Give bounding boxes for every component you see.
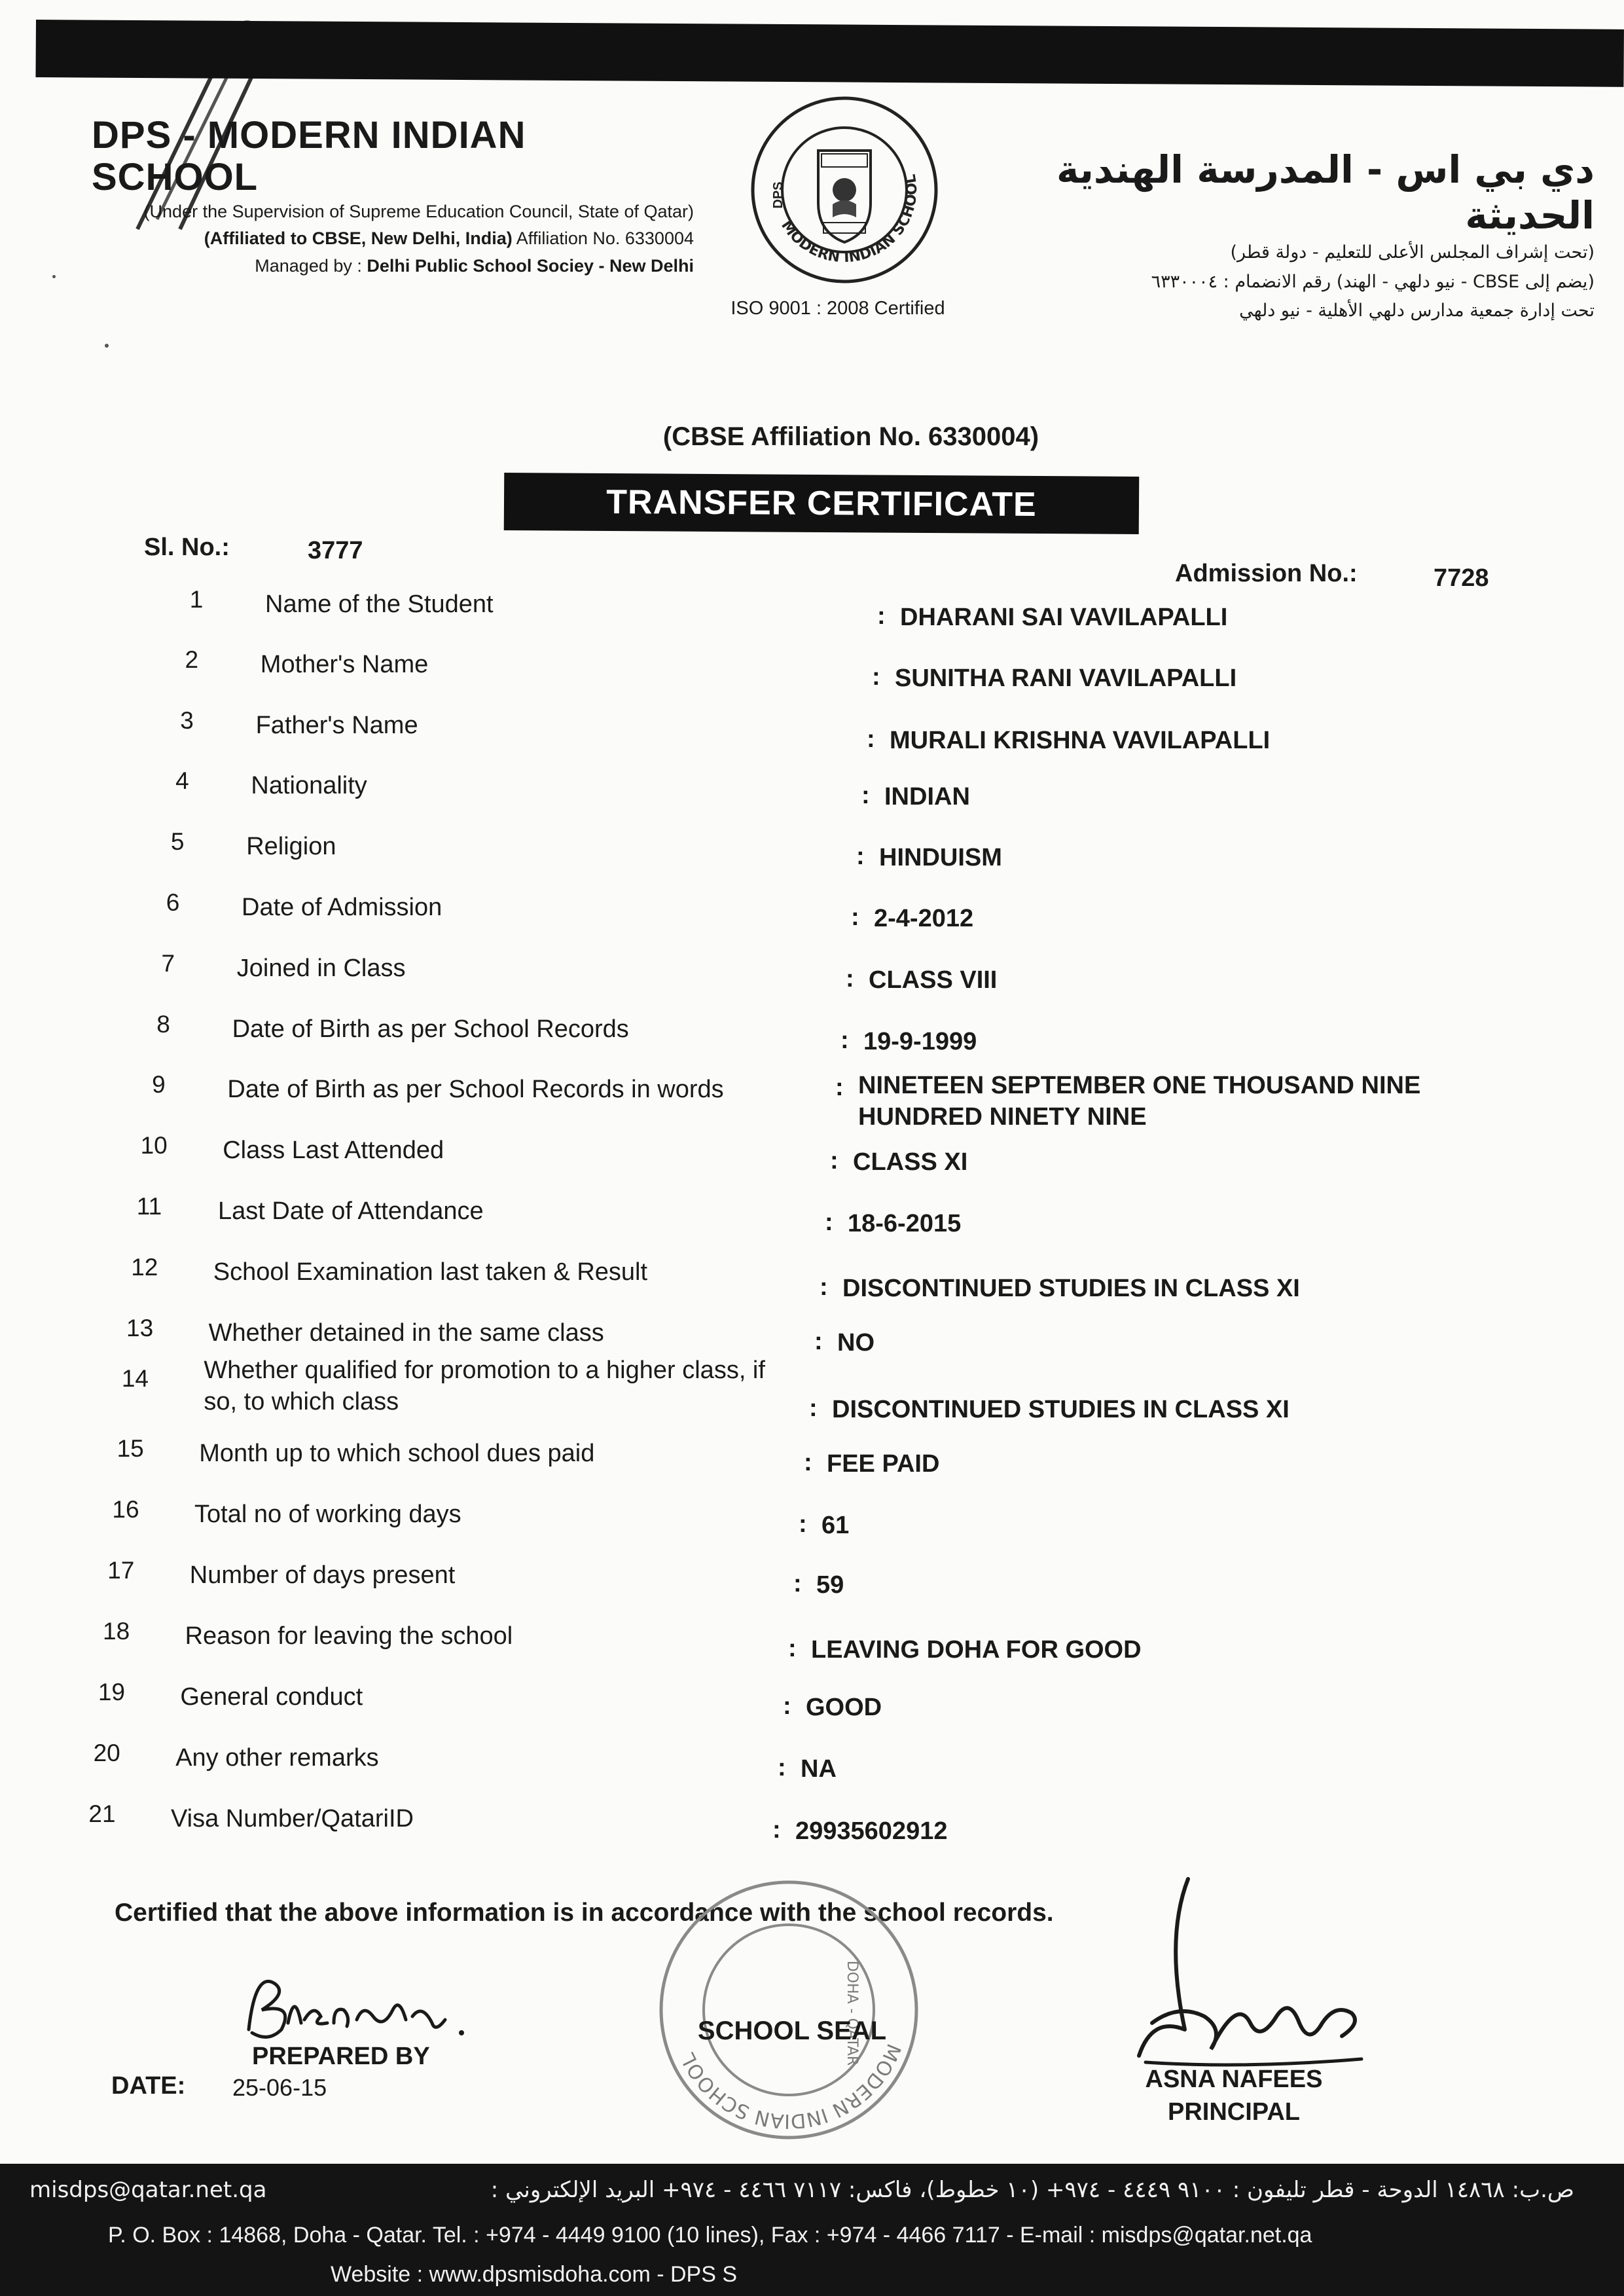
field-number: 2 xyxy=(185,646,199,673)
principal-signature xyxy=(1126,1872,1375,2082)
field-number: 16 xyxy=(112,1496,139,1523)
field-value: LEAVING DOHA FOR GOOD xyxy=(811,1636,1142,1664)
field-number: 3 xyxy=(180,707,194,734)
field-label: Name of the Student xyxy=(265,591,494,618)
supervision-line: (Under the Supervision of Supreme Education Council, State of Qatar) xyxy=(143,201,694,221)
field-label: Whether qualified for promotion to a higher class, if so, to which class xyxy=(204,1357,765,1415)
field-colon: : xyxy=(861,782,870,809)
issue-date: 25-06-15 xyxy=(232,2074,327,2101)
field-number: 17 xyxy=(107,1557,135,1584)
field-label: Joined in Class xyxy=(236,955,406,982)
field-number: 6 xyxy=(166,889,180,916)
logo-ring-text: MODERN INDIAN SCHOOL xyxy=(778,173,921,266)
field-label: Month up to which school dues paid xyxy=(199,1440,595,1467)
serial-number: 3777 xyxy=(308,537,363,564)
footer-email[interactable]: misdps@qatar.net.qa xyxy=(29,2177,267,2203)
field-colon: : xyxy=(778,1754,786,1781)
field-value: DISCONTINUED STUDIES IN CLASS XI xyxy=(842,1275,1300,1302)
certificate-title: TRANSFER CERTIFICATE xyxy=(504,473,1140,534)
field-value: FEE PAID xyxy=(827,1450,940,1478)
field-label: Total no of working days xyxy=(194,1501,461,1528)
field-colon: : xyxy=(851,903,859,931)
school-name: DPS - MODERN INDIAN SCHOOL xyxy=(92,114,526,198)
affiliation-number: Affiliation No. 6330004 xyxy=(516,228,694,249)
field-colon: : xyxy=(840,1027,849,1054)
arabic-affiliation-line: (يضم إلى CBSE - نيو دلهي - الهند) رقم الانضمام : ٦٣٣٠٠٠٤ xyxy=(1151,271,1595,292)
field-label: School Examination last taken & Result xyxy=(213,1258,648,1286)
prepared-by-label: PREPARED BY xyxy=(252,2043,430,2070)
field-number: 20 xyxy=(93,1740,120,1766)
field-label: Whether detained in the same class xyxy=(208,1319,604,1347)
field-value: 19-9-1999 xyxy=(863,1028,977,1055)
arabic-school-name: دي بي اس - المدرسة الهندية الحديثة xyxy=(1056,147,1595,238)
admission-number-label: Admission No.: xyxy=(1175,560,1358,587)
field-value: NINETEEN SEPTEMBER ONE THOUSAND NINE HUNDRED NINETY NINE xyxy=(858,1072,1421,1131)
field-colon: : xyxy=(830,1147,839,1175)
field-colon: : xyxy=(809,1394,818,1422)
arabic-supervision-line: (تحت إشراف المجلس الأعلى للتعليم - دولة قطر) xyxy=(1230,242,1595,263)
field-number: 15 xyxy=(117,1435,144,1462)
preparer-signature xyxy=(236,1958,471,2056)
footer-contact-line: P. O. Box : 14868, Doha - Qatar. Tel. : +974 - 4449 9100 (10 lines), Fax : +974 - 4466 7117 - E-mail : misdps@qatar.net.qa xyxy=(108,2223,1312,2248)
managed-prefix: Managed by : xyxy=(255,256,362,276)
field-colon: : xyxy=(788,1635,797,1662)
seal-ring-text: MODERN INDIAN SCHOOL xyxy=(676,2040,905,2133)
footer-arabic-contact: ص.ب: ١٤٨٦٨ الدوحة - قطر تليفون : ٩١٠٠ ٤٤٤٩ - ٩٧٤+ (١٠ خطوط)، فاكس: ٧١١٧ ٤٤٦٦ - ٩٧٤+ البريد الإلكتروني : xyxy=(490,2177,1574,2203)
field-number: 14 xyxy=(121,1365,149,1392)
field-number: 12 xyxy=(131,1254,158,1281)
field-number: 4 xyxy=(175,767,189,794)
field-colon: : xyxy=(867,725,875,753)
field-value: CLASS XI xyxy=(853,1148,968,1176)
field-colon: : xyxy=(799,1510,807,1538)
field-colon: : xyxy=(856,843,865,870)
field-number: 11 xyxy=(136,1193,162,1220)
field-label: Any other remarks xyxy=(175,1744,379,1772)
field-value: HINDUISM xyxy=(879,844,1002,871)
field-label: Nationality xyxy=(251,772,367,799)
field-label: Date of Birth as per School Records in words xyxy=(227,1076,724,1103)
serial-number-label: Sl. No.: xyxy=(144,534,230,561)
field-label: Number of days present xyxy=(189,1561,456,1589)
cbse-affiliation: (CBSE Affiliation No. 6330004) xyxy=(662,422,1039,451)
field-value: 59 xyxy=(816,1571,844,1599)
field-colon: : xyxy=(825,1209,833,1236)
field-value: DHARANI SAI VAVILAPALLI xyxy=(900,604,1228,631)
footer-bar xyxy=(0,2164,1624,2296)
field-value: MURALI KRISHNA VAVILAPALLI xyxy=(890,727,1271,754)
field-value: 18-6-2015 xyxy=(848,1210,962,1237)
field-colon: : xyxy=(846,965,854,993)
field-number: 18 xyxy=(103,1618,130,1645)
school-seal-label: SCHOOL SEAL xyxy=(697,2016,887,2045)
managed-by: Delhi Public School Sociey - New Delhi xyxy=(367,256,694,276)
field-number: 9 xyxy=(152,1071,166,1098)
field-number: 8 xyxy=(156,1011,170,1038)
field-value: 2-4-2012 xyxy=(874,905,974,932)
field-number: 7 xyxy=(161,950,175,977)
field-value: CLASS VIII xyxy=(869,966,998,994)
field-number: 13 xyxy=(126,1315,154,1341)
field-colon: : xyxy=(820,1273,828,1301)
admission-number: 7728 xyxy=(1434,564,1489,592)
field-value: DISCONTINUED STUDIES IN CLASS XI xyxy=(832,1396,1290,1423)
field-number: 10 xyxy=(140,1132,168,1159)
field-label: Class Last Attended xyxy=(223,1137,444,1164)
field-value: NO xyxy=(837,1329,875,1357)
field-colon: : xyxy=(772,1816,781,1844)
field-number: 5 xyxy=(170,828,185,855)
field-label: Date of Admission xyxy=(242,894,442,921)
principal-title: PRINCIPAL xyxy=(1168,2098,1300,2126)
field-number: 19 xyxy=(98,1679,125,1705)
field-label: Date of Birth as per School Records xyxy=(232,1015,629,1043)
field-value: SUNITHA RANI VAVILAPALLI xyxy=(895,665,1237,692)
field-number: 21 xyxy=(88,1800,116,1827)
field-colon: : xyxy=(835,1074,844,1101)
arabic-management-line: تحت إدارة جمعية مدارس دلهي الأهلية - نيو دلهي xyxy=(1239,301,1595,321)
field-value: NA xyxy=(801,1755,837,1783)
certification-statement: Certified that the above information is in accordance with the school records. xyxy=(115,1899,1054,1927)
iso-certification: ISO 9001 : 2008 Certified xyxy=(731,298,945,319)
field-colon: : xyxy=(804,1449,812,1476)
affiliation-prefix: (Affiliated to CBSE, New Delhi, India) xyxy=(204,228,513,249)
footer-website-line[interactable]: Website : www.dpsmisdoha.com - DPS S xyxy=(331,2262,738,2287)
field-label: Father's Name xyxy=(255,712,418,739)
field-colon: : xyxy=(872,663,880,691)
field-colon: : xyxy=(814,1328,823,1355)
field-value: 61 xyxy=(821,1512,850,1539)
seal-inner-text: DOHA - QATAR xyxy=(844,1960,860,2066)
field-label: Mother's Name xyxy=(260,651,429,678)
principal-name: ASNA NAFEES xyxy=(1145,2066,1323,2093)
field-value: 29935602912 xyxy=(795,1817,948,1845)
field-label: Last Date of Attendance xyxy=(218,1197,484,1225)
school-seal-stamp xyxy=(651,1872,926,2147)
field-colon: : xyxy=(877,602,886,630)
field-label: Visa Number/QatariID xyxy=(171,1805,414,1832)
field-colon: : xyxy=(783,1692,791,1720)
date-label: DATE: xyxy=(111,2072,186,2100)
field-label: Religion xyxy=(246,833,336,860)
logo-left-text: DPS xyxy=(771,181,785,209)
field-colon: : xyxy=(793,1570,802,1597)
field-value: GOOD xyxy=(806,1694,882,1721)
field-value: INDIAN xyxy=(884,783,970,811)
field-label: Reason for leaving the school xyxy=(185,1622,513,1650)
field-label: General conduct xyxy=(180,1683,363,1711)
field-number: 1 xyxy=(189,586,204,613)
